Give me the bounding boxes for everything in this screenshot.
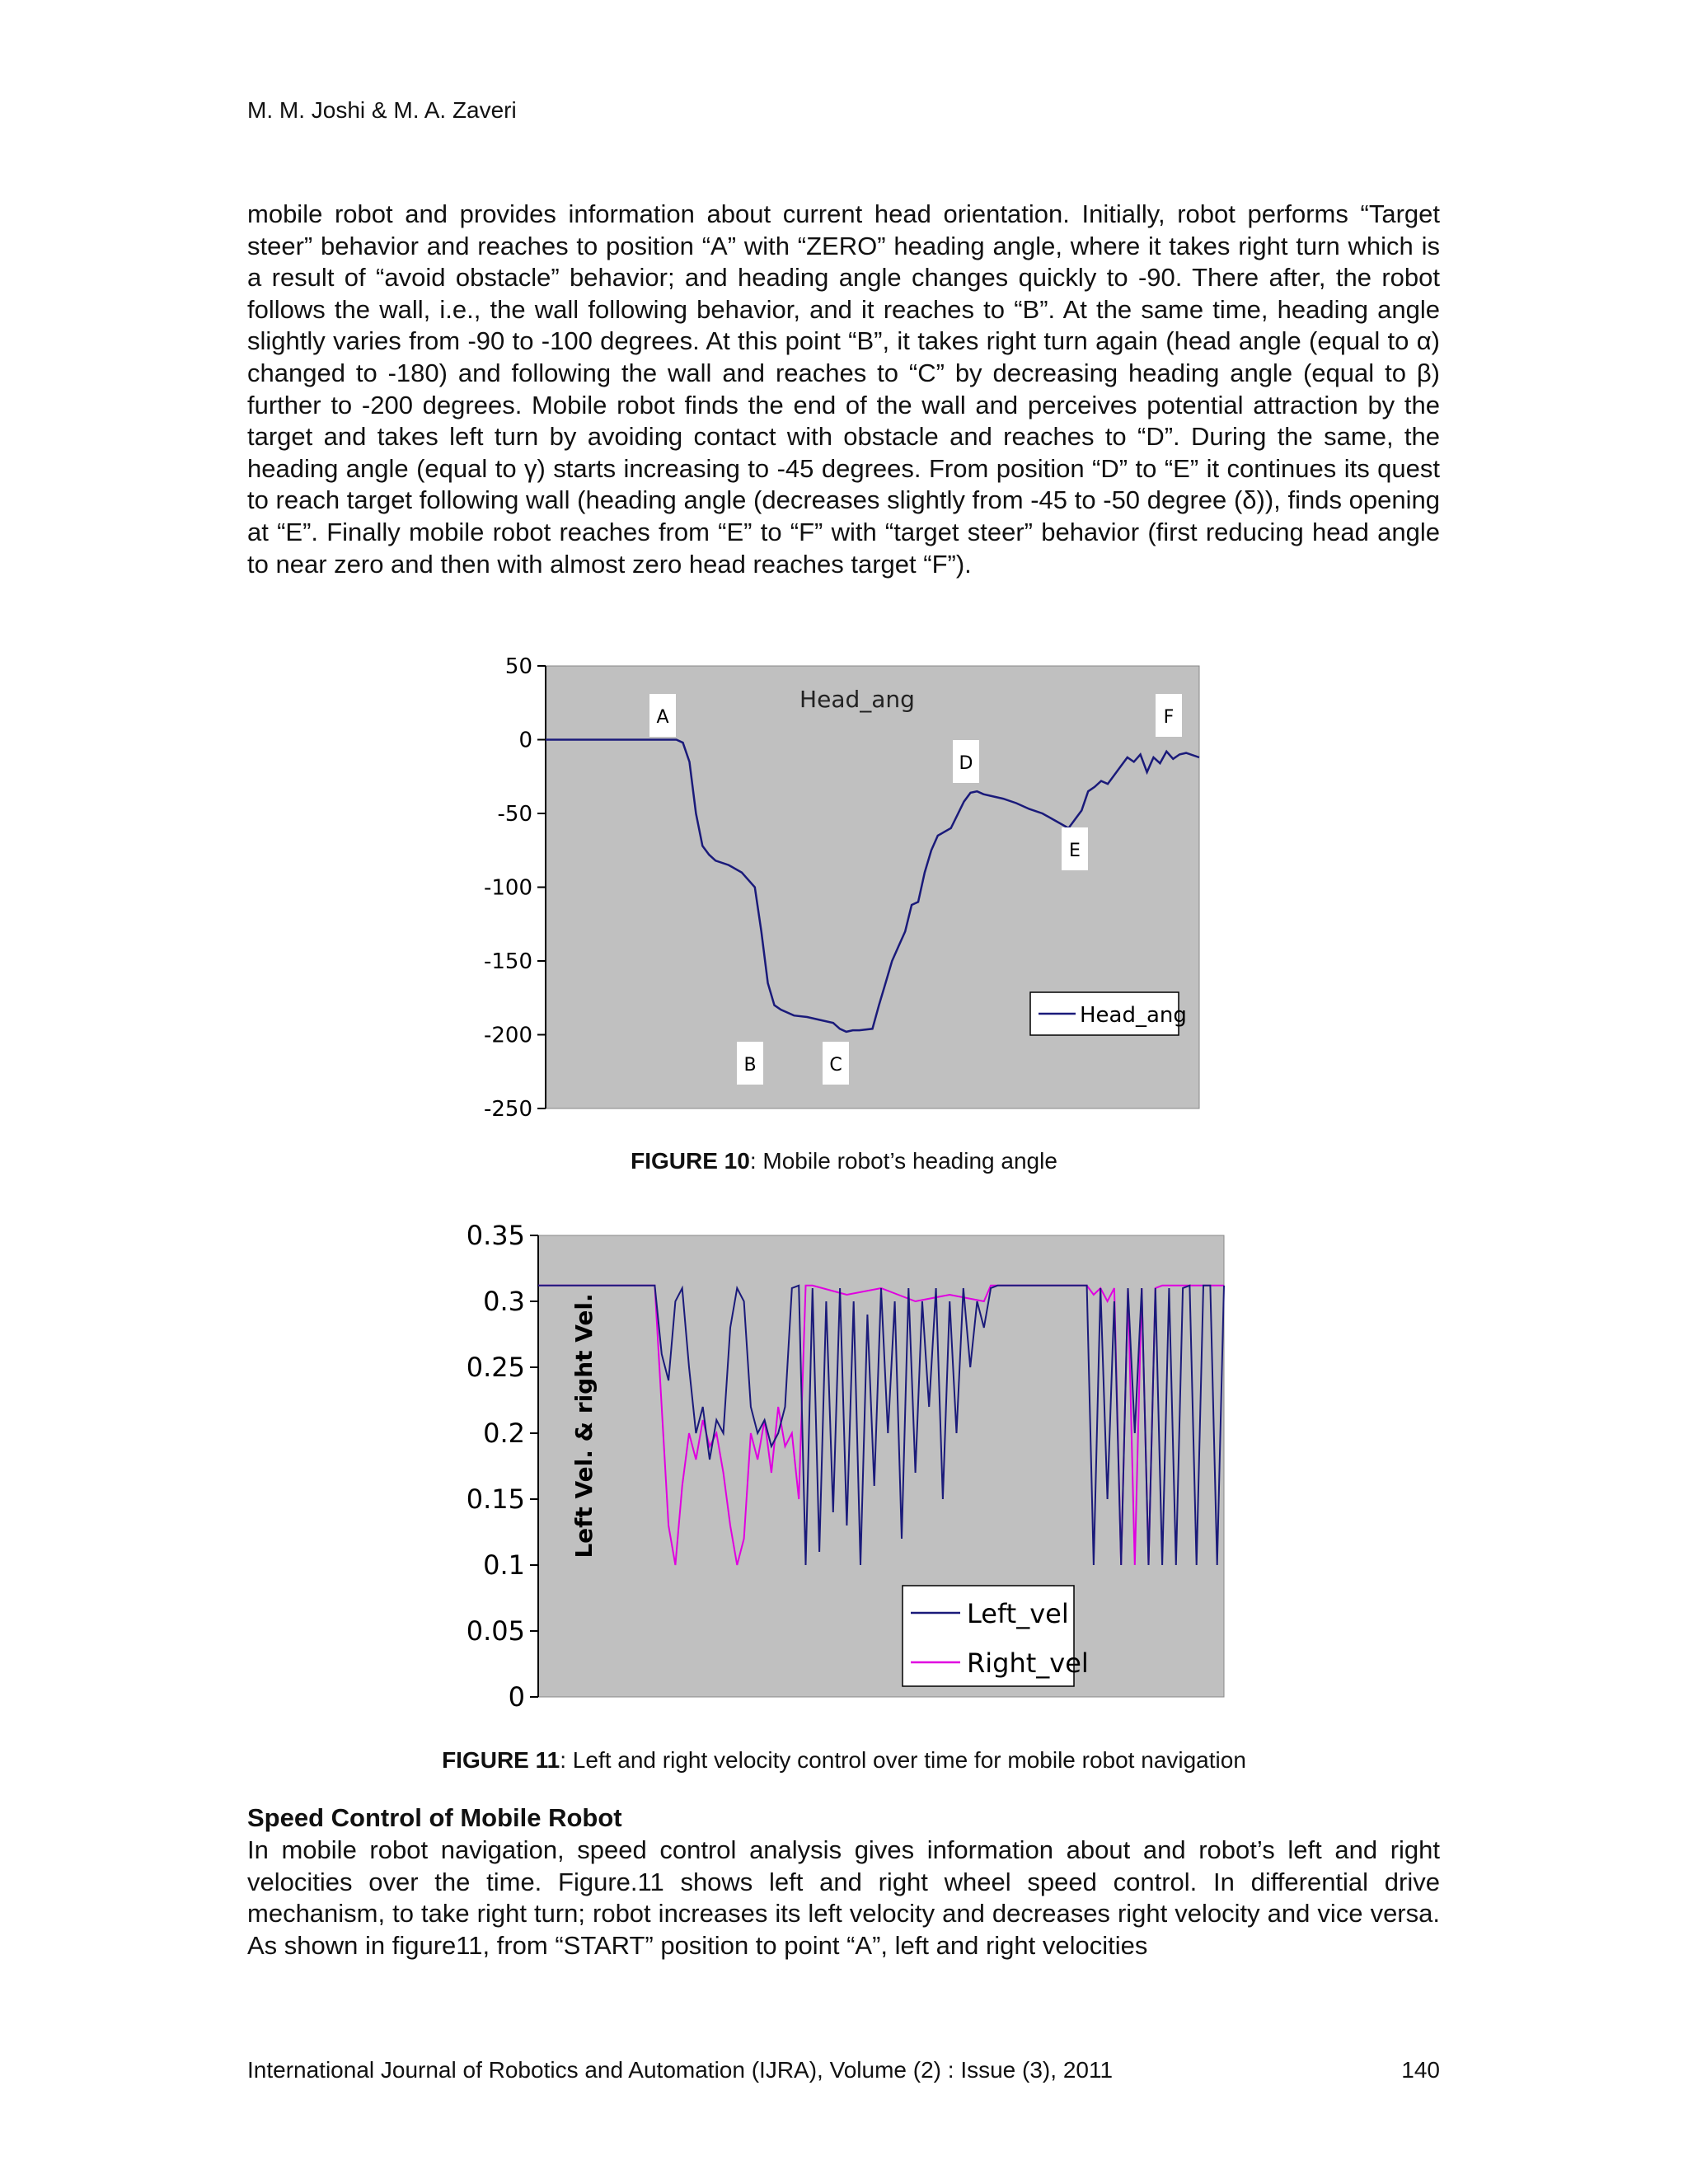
y-tick-label: 0.2 (483, 1418, 525, 1450)
y-tick-label: -50 (497, 802, 532, 827)
y-axis-label: Left Vel. & right Vel. (570, 1293, 598, 1558)
y-tick-label: -250 (483, 1097, 532, 1121)
svg-text:A: A (656, 707, 669, 728)
annotation-f (1156, 694, 1182, 737)
running-header: M. M. Joshi & M. A. Zaveri (247, 97, 517, 123)
svg-text:Head_ang: Head_ang (1080, 1003, 1187, 1028)
y-tick-label: -200 (483, 1023, 532, 1048)
svg-text:Left_vel: Left_vel (967, 1598, 1069, 1629)
legend (903, 1586, 1089, 1686)
heading-angle-chart (470, 643, 1212, 1121)
y-tick-label: 0.35 (466, 1220, 525, 1252)
y-tick-label: 0.1 (483, 1549, 525, 1582)
annotation-c (823, 1042, 849, 1085)
figure-11-caption: FIGURE 11: Left and right velocity control over time for mobile robot navigation (442, 1747, 1246, 1773)
svg-text:Right_vel: Right_vel (967, 1647, 1089, 1679)
annotation-d (953, 740, 979, 783)
y-tick-label: 0.3 (483, 1286, 525, 1318)
body-paragraph-2: In mobile robot navigation, speed control analysis gives information about and robot’s left and right velocities over the time. Figure.11 shows left and right wheel speed control. In differential drive mechanism, to take right turn; robot increases its left velocity and decreases right velocity and vice versa. As shown in figure11, from “START” position to point “A”, left and right velocities (247, 1835, 1440, 1960)
y-tick-label: 0.25 (466, 1352, 525, 1384)
y-tick-label: -100 (483, 875, 532, 901)
chart-title: Head_ang (799, 686, 915, 713)
legend (1030, 992, 1187, 1035)
y-tick-label: 0.15 (466, 1483, 525, 1516)
y-tick-label: -150 (483, 949, 532, 975)
svg-text:C: C (829, 1055, 842, 1076)
figure-10-caption: FIGURE 10: Mobile robot’s heading angle (631, 1148, 1057, 1174)
plot-area (546, 666, 1199, 1108)
y-tick-label: 50 (504, 654, 532, 680)
annotation-a (649, 694, 676, 737)
svg-text:E: E (1069, 841, 1081, 861)
svg-text:D: D (959, 753, 973, 774)
y-tick-label: 0 (518, 728, 532, 753)
svg-text:B: B (743, 1055, 757, 1076)
y-tick-label: 0.05 (466, 1615, 525, 1647)
body-paragraph-1: mobile robot and provides information about current head orientation. Initially, robot performs “Target steer” behavior and reaches to position “A” with “ZERO” heading angle, where it takes right turn which is a result of “avoid obstacle” behavior; and heading angle changes quickly to -90. There after, the robot follows the wall, i.e., the wall following behavior, and it reaches to “B”. At the same time, heading angle slightly varies from -90 to -100 degrees. At this point “B”, it takes right turn again (head angle (equal to α) changed to -180) and following the wall and reaches to “C” by decreasing heading angle (equal to β) further to -200 degrees. Mobile robot finds the end of the wall and perceives potential attraction by the target and takes left turn by avoiding contact with obstacle and reaches to “D”. During the same, the heading angle (equal to γ) starts increasing to -45 degrees. From position “D” to “E” it continues its quest to reach target following wall (heading angle (decreases slightly from -45 to -50 degree (δ)), finds opening at “E”. Finally mobile robot reaches from “E” to “F” with “target steer” behavior (first reducing head angle to near zero and then with almost zero head reaches target “F”). (247, 199, 1440, 579)
page-number: 140 (1401, 2057, 1440, 2083)
velocity-chart (445, 1216, 1236, 1710)
y-tick-label: 0 (508, 1681, 525, 1710)
annotation-e (1062, 827, 1088, 870)
section-title: Speed Control of Mobile Robot (247, 1803, 622, 1832)
svg-text:F: F (1163, 707, 1175, 728)
footer-journal: International Journal of Robotics and Automation (IJRA), Volume (2) : Issue (3), 2011 (247, 2057, 1114, 2083)
annotation-b (737, 1042, 763, 1085)
